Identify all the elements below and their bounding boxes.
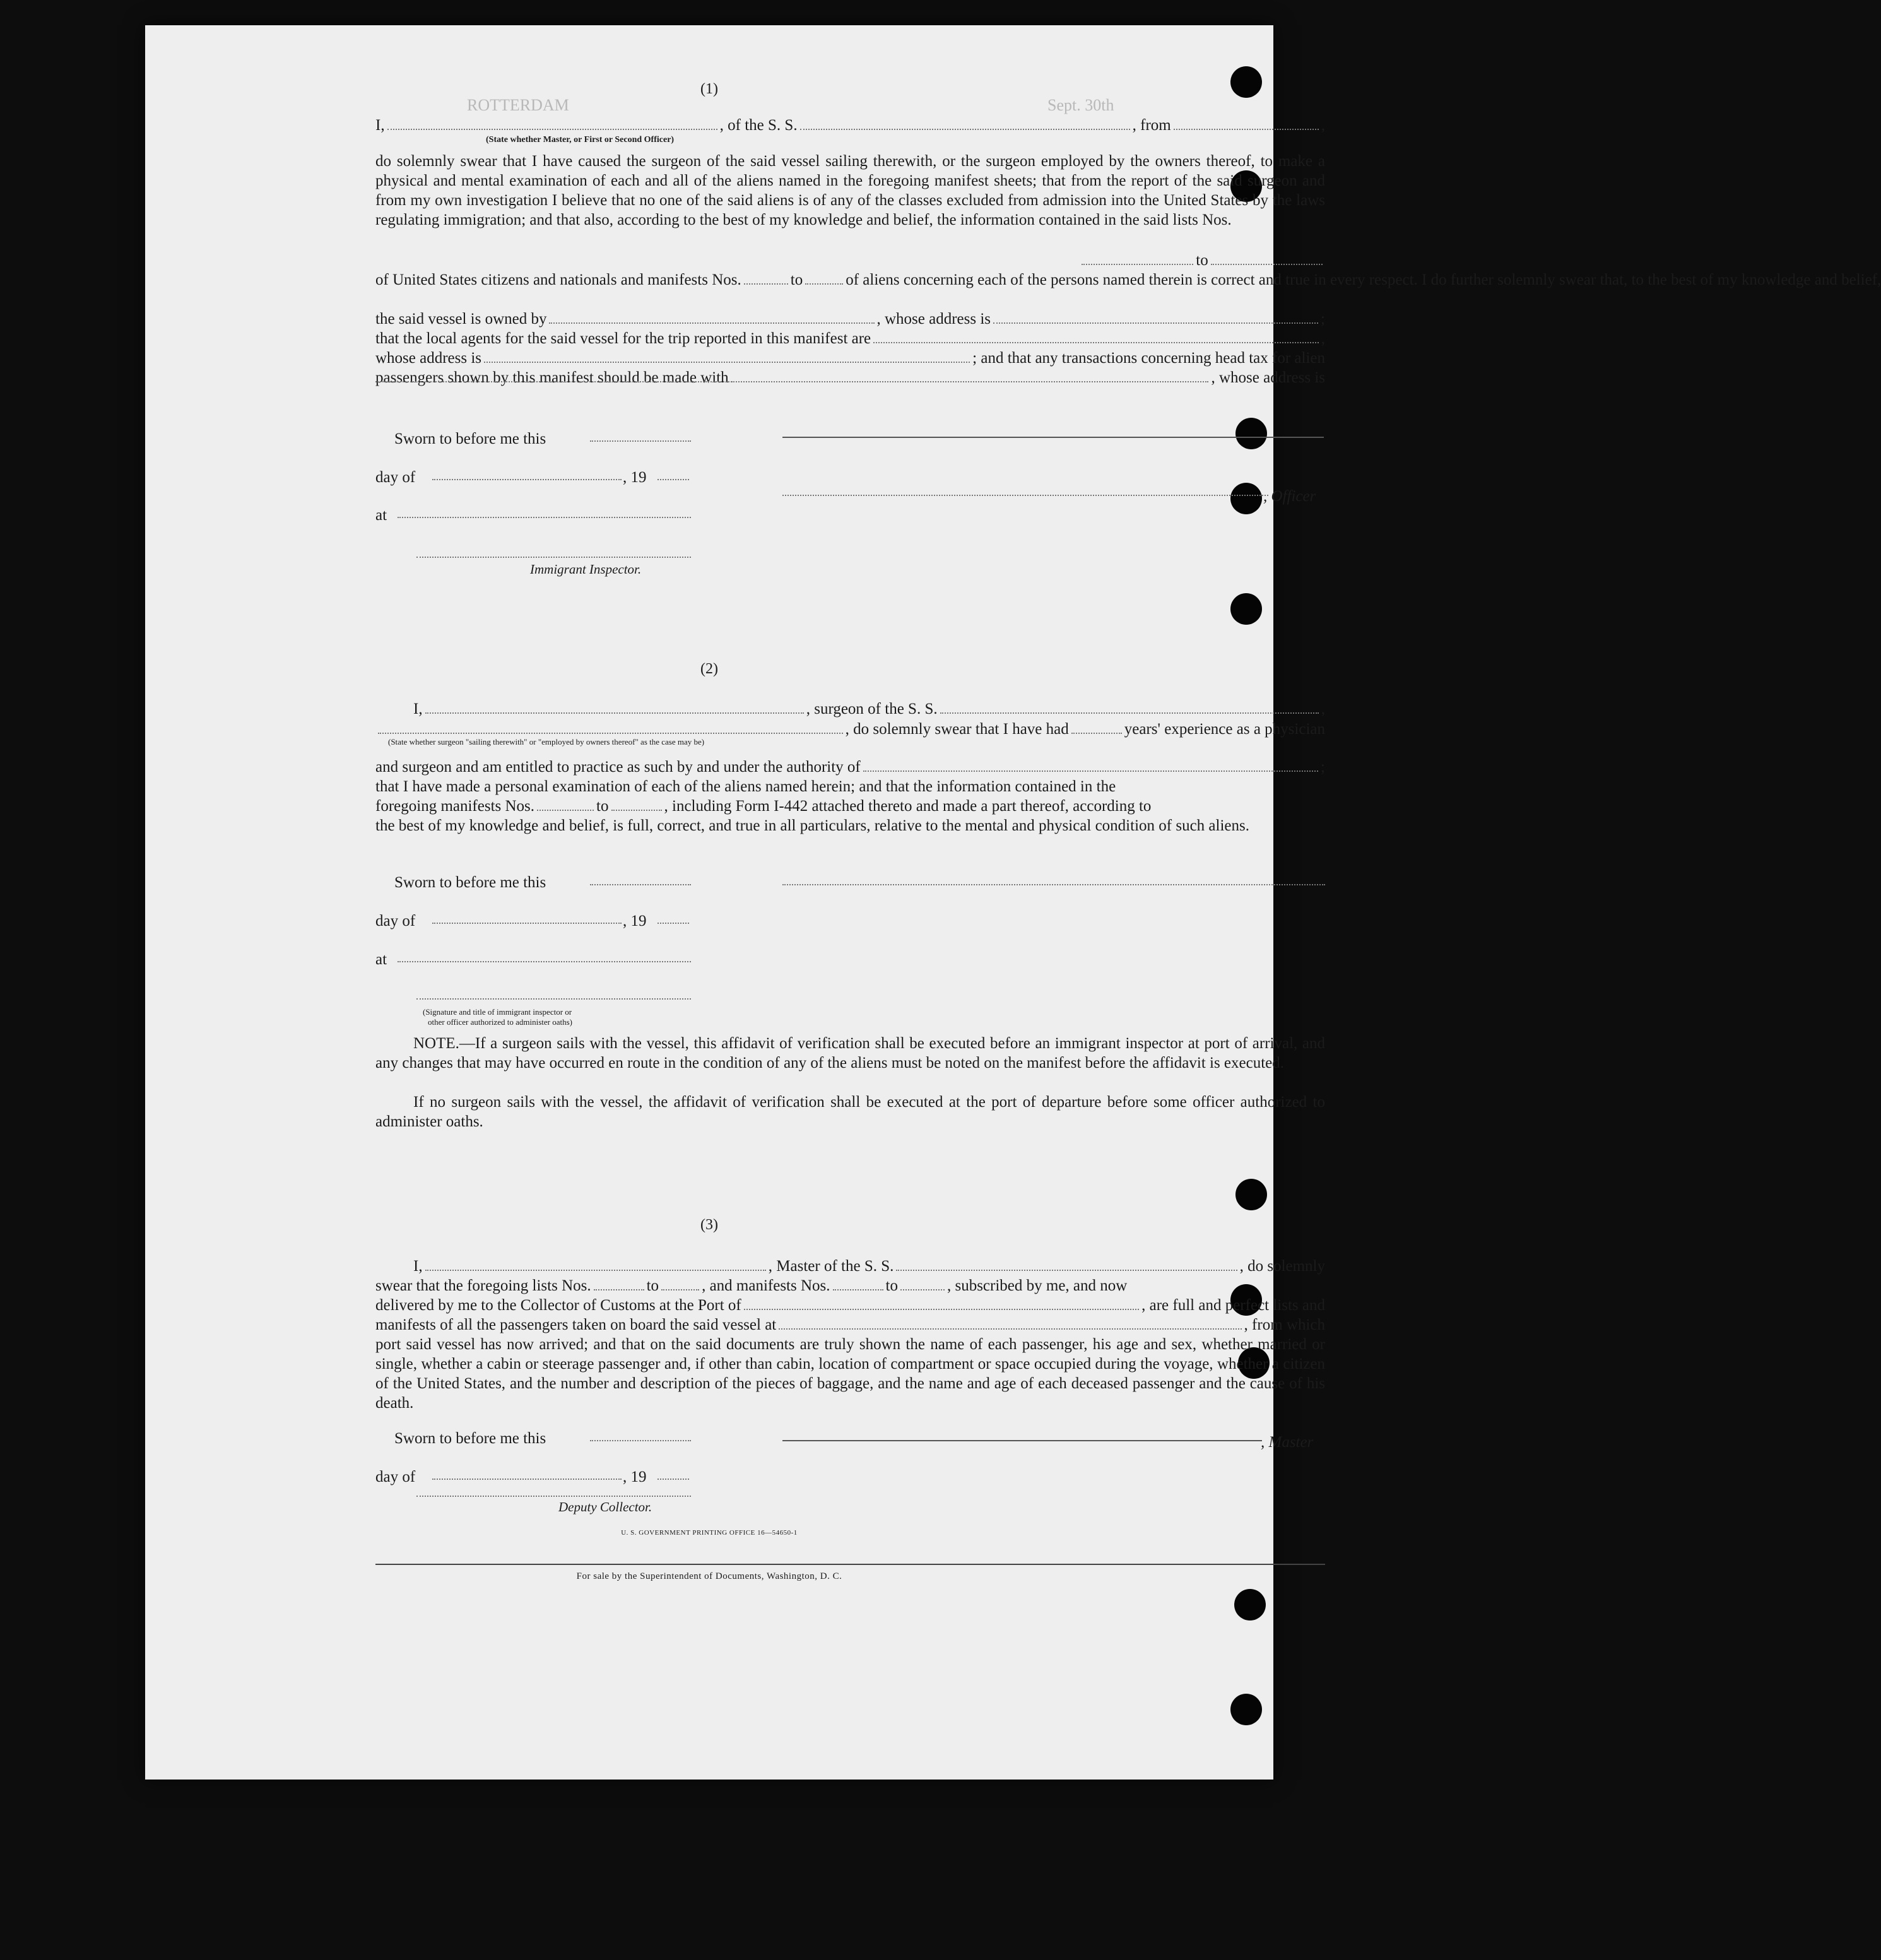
- master-name-field[interactable]: [425, 1258, 766, 1271]
- day-of-label-1: day of: [375, 469, 416, 486]
- section-3-paragraph: port said vessel has now arrived; and that on the said documents are truly shown the name of each passenger, his age and sex, whether married or single, whether a cabin or steerage passenger and, if other than cabin, location of compartment or space occupied during the voyage, whether a citizen of the United States, and the number and description of the pieces of baggage, and the name and age of each deceased passenger and the cause of his death.: [375, 1336, 1325, 1412]
- at-label-1: at: [375, 507, 387, 524]
- surgeon-manifests-from-field[interactable]: [537, 798, 594, 811]
- vessel-name-field[interactable]: [800, 117, 1130, 130]
- agents-address-line: whose address is ; and that any transactions concerning head tax for alien: [375, 350, 1325, 367]
- for-sale-line: For sale by the Superintendent of Documents, Washington, D. C.: [576, 1571, 842, 1581]
- years-experience-field[interactable]: [1071, 721, 1122, 734]
- section-3-line-3: delivered by me to the Collector of Customs at the Port of , are full and perfect lists and: [375, 1297, 1325, 1314]
- label-from: , from: [1132, 117, 1171, 134]
- master-label: , Master: [1261, 1434, 1314, 1451]
- lists-from-field[interactable]: [1082, 252, 1193, 265]
- lists-to-field[interactable]: [1211, 252, 1323, 265]
- head-tax-address-field[interactable]: [375, 380, 846, 382]
- at-field-1[interactable]: [398, 516, 691, 518]
- year-label-1: , 19: [623, 469, 647, 486]
- section-2-line-2: , do solemnly swear that I have had years' experience as a physician: [375, 719, 1325, 739]
- surgeon-caption: (State whether surgeon "sailing therewith" or "employed by owners thereof" as the case may be): [388, 737, 705, 747]
- owner-field[interactable]: [549, 311, 874, 324]
- owned-by-line: the said vessel is owned by , whose address is ;: [375, 310, 1325, 328]
- note-paragraph-2: If no surgeon sails with the vessel, the affidavit of verification shall be executed at the port of departure before some officer authorized to administer oaths.: [375, 1094, 1325, 1130]
- section-2-line-1: I, , surgeon of the S. S. ,: [413, 700, 1326, 717]
- authority-field[interactable]: [863, 759, 1318, 772]
- year-label-2: , 19: [623, 912, 647, 930]
- master-lists-from-field[interactable]: [594, 1278, 644, 1290]
- punch-hole: [1235, 418, 1267, 449]
- day-of-field-3[interactable]: [432, 1477, 622, 1480]
- immigrant-inspector-caption: Immigrant Inspector.: [530, 562, 642, 577]
- day-of-field-1[interactable]: [432, 478, 622, 480]
- printing-office-line: U. S. GOVERNMENT PRINTING OFFICE 16—54650-1: [621, 1529, 798, 1537]
- year-field-3[interactable]: [657, 1477, 689, 1480]
- section-3-number: (3): [700, 1217, 718, 1233]
- surgeon-manifests-to-field[interactable]: [611, 798, 662, 811]
- punch-hole: [1234, 1589, 1266, 1621]
- sworn-label-3: Sworn to before me this: [394, 1430, 546, 1447]
- agents-address-field[interactable]: [484, 350, 970, 363]
- section-3-line-1: I, , Master of the S. S. , do solemnly: [413, 1258, 1326, 1275]
- surgeon-name-field[interactable]: [425, 701, 804, 714]
- sworn-day-field-1[interactable]: [590, 439, 691, 442]
- foregoing-manifests-line: foregoing manifests Nos. to , including Form I-442 attached thereto and made a part thereof, according to: [375, 798, 1152, 815]
- at-field-2[interactable]: [398, 960, 691, 962]
- section-2-number: (2): [700, 661, 718, 677]
- signature-caption-1: (Signature and title of immigrant inspector or: [423, 1007, 572, 1017]
- master-manifests-from-field[interactable]: [833, 1278, 883, 1290]
- master-lists-to-field[interactable]: [661, 1278, 699, 1290]
- customs-port-field[interactable]: [744, 1297, 1139, 1310]
- punch-hole: [1230, 1694, 1262, 1725]
- manifests-to-field[interactable]: [805, 272, 843, 285]
- section-1-paragraph: do solemnly swear that I have caused the surgeon of the said vessel sailing therewith, or the surgeon employed by the owners thereof, to make a physical and mental examination of each and all of the aliens named in the foregoing manifest sheets; that from the report of the said surgeon and from my own investigation I believe that no one of the said aliens is of any of the classes excluded from admission into the United States by the laws regulating immigration; and that also, according to the best of my knowledge and belief, the information contained in the said lists Nos.: [375, 153, 1325, 228]
- sworn-label-1: Sworn to before me this: [394, 430, 546, 447]
- authority-line: and surgeon and am entitled to practice as such by and under the authority of ;: [375, 759, 1325, 776]
- officer-signature-line-1[interactable]: [782, 437, 1324, 438]
- sworn-label-2: Sworn to before me this: [394, 874, 546, 891]
- section-1-line-1: I, , of the S. S. , from ,: [375, 117, 1325, 134]
- inspector-signature-line-2[interactable]: [416, 997, 691, 1000]
- surgeon-signature-line[interactable]: [782, 883, 1325, 885]
- surgeon-paragraph-end: the best of my knowledge and belief, is full, correct, and true in all particulars, relative to the mental and physical condition of such aliens.: [375, 817, 1249, 834]
- manifests-from-field[interactable]: [744, 272, 788, 285]
- label-i: I,: [375, 117, 385, 134]
- boarding-port-field[interactable]: [779, 1317, 1241, 1330]
- owner-address-field[interactable]: [993, 311, 1318, 324]
- at-label-2: at: [375, 951, 387, 968]
- surgeon-status-field[interactable]: [378, 721, 843, 734]
- master-caption: (State whether Master, or First or Second Officer): [486, 135, 675, 145]
- surgeon-vessel-field[interactable]: [940, 701, 1319, 714]
- local-agents-line: that the local agents for the said vessel for the trip reported in this manifest are ,: [375, 330, 1325, 347]
- year-field-2[interactable]: [657, 921, 689, 924]
- master-signature-line[interactable]: [782, 1440, 1262, 1441]
- section-1-number: (1): [700, 81, 718, 97]
- officer-signature-line-2[interactable]: [782, 493, 1268, 496]
- day-of-label-3: day of: [375, 1468, 416, 1485]
- lists-nos-line: to: [1079, 251, 1325, 270]
- punch-hole: [1235, 1179, 1267, 1210]
- deputy-collector-caption: Deputy Collector.: [558, 1499, 652, 1514]
- sworn-day-field-3[interactable]: [590, 1439, 691, 1441]
- head-tax-line: passengers shown by this manifest should be made with , whose address is: [375, 369, 1325, 386]
- year-field-1[interactable]: [657, 478, 689, 480]
- faint-ship-name: ROTTERDAM: [467, 96, 569, 114]
- punch-hole: [1230, 593, 1262, 625]
- sworn-day-field-2[interactable]: [590, 883, 691, 885]
- section-3-line-2: swear that the foregoing lists Nos. to , and manifests Nos. to , subscribed by me, and now: [375, 1277, 1128, 1294]
- inspector-signature-line-1[interactable]: [416, 555, 691, 558]
- local-agents-field[interactable]: [873, 331, 1319, 343]
- examination-line: that I have made a personal examination of each of the aliens named herein; and that the information contained in the: [375, 778, 1116, 795]
- departure-port-field[interactable]: [1174, 117, 1319, 130]
- label-of-ss: , of the S. S.: [719, 117, 798, 134]
- form-page: [145, 25, 1881, 1780]
- year-label-3: , 19: [623, 1468, 647, 1485]
- deputy-signature-line[interactable]: [416, 1494, 691, 1497]
- punch-hole: [1230, 483, 1262, 514]
- officer-label: , Officer: [1263, 488, 1316, 505]
- citizens-line: of United States citizens and nationals and manifests Nos. to of aliens concerning each of the persons named therein is correct and true in every respect. I do further solemnly swear that, to the best of my knowledge and belief,: [375, 271, 1881, 288]
- officer-name-field[interactable]: [387, 117, 717, 130]
- master-vessel-field[interactable]: [896, 1258, 1237, 1271]
- signature-caption-2: other officer authorized to administer oaths): [428, 1017, 572, 1027]
- day-of-label-2: day of: [375, 912, 416, 930]
- day-of-field-2[interactable]: [432, 921, 622, 924]
- footer-rule: [375, 1564, 1325, 1565]
- master-manifests-to-field[interactable]: [900, 1278, 945, 1290]
- section-3-line-4: manifests of all the passengers taken on board the said vessel at , from which: [375, 1316, 1325, 1333]
- note-paragraph-1: NOTE.—If a surgeon sails with the vessel, this affidavit of verification shall be executed before an immigrant inspector at port of arrival, and any changes that may have occurred en route in the condition of any of the aliens must be noted on the manifest before the affidavit is executed.: [375, 1035, 1325, 1072]
- faint-date: Sept. 30th: [1047, 96, 1114, 114]
